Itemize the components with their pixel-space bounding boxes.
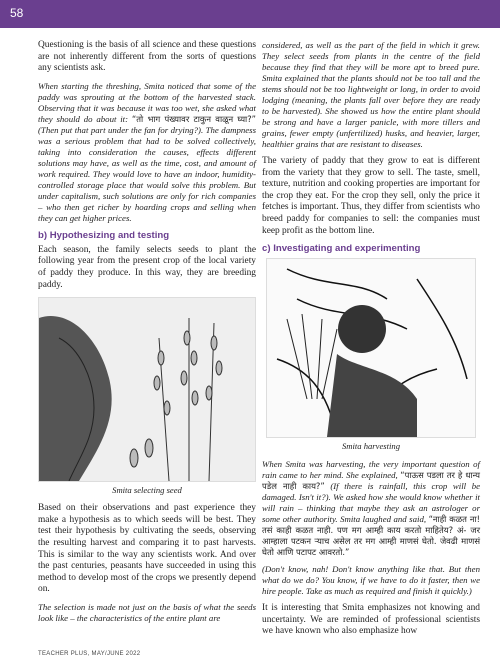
figure-caption: Smita selecting seed — [112, 485, 182, 496]
illustration-smita-selecting-seed — [38, 297, 256, 482]
quote-text: (Then put that part under the fan for drying?). The dampness was a serious problem that had to be solved collectively, taking into consideration the causes, effects different solutions may have, as well as the time, cost, and amount of work required. They would love to have an indoor, humidity-controlled storage place that would solve this problem. But under capitalism, such solutions are only for rich companies – who then get richer by hoarding crops and selling when they can get higher prices. — [38, 124, 256, 223]
paragraph: Each season, the family selects seeds to plant the following year from the present crop of the local variety of paddy they produce. In this way, they are breeding paddy. — [38, 244, 256, 290]
marathi-quote: “तो भाग पंख्यावर टाकुन वाळून घ्या?” — [131, 113, 257, 124]
section-heading: b) Hypothesizing and testing — [38, 229, 170, 241]
footer-text: TEACHER PLUS, MAY/JUNE 2022 — [38, 651, 141, 657]
paragraph: Based on their observations and past experience they make a hypothesis as to which seeds will be best. They test their hypothesis by cultivating the seeds, observing the resulting harvest and comparing it to past harvests. This is similar to the way any scientists work. And over the past centuries, peasants have succeeded in using this method to develop most of the crops we presently depend on. — [38, 503, 256, 595]
quote-paragraph — [38, 81, 256, 224]
marathi-quote: “पाऊस पडला तर हे धान्य पडेल नाही काय?” — [262, 470, 480, 492]
paragraph: It is interesting that Smita emphasizes not knowing and uncertainty. We are reminded of professional scientists we have known who also emphasize how — [262, 603, 480, 637]
paragraph: The variety of paddy that they grow to eat is different from the variety that they grow to sell. The taste, smell, texture, nutrition and cooking properties are important for the crop they eat. For the crop they sell, only the price it fetches is important. Thus, they differ from scientists who breed paddy for companies to sell: the companies must keep profit as the bottom line. — [262, 156, 480, 236]
marathi-quote: “नाही कळत ना! तसं काही कळत नाही. पण मग आम्ही काय करतो माहितेय? अं- जर आम्हाला पटकन ऱ्याच असेल तर मग आम्ही माणसं घेतो. जेवढी माणसं घेतो आणि पटापट आवरतो.” — [262, 514, 481, 558]
figure-caption: Smita harvesting — [341, 441, 400, 452]
illustration-smita-harvesting — [266, 258, 476, 438]
translation-paragraph: (Don't know, nah! Don't know anything like that. But then what do we do? You know, if we have to do it faster, then we hire people. Take as much as required and finish it quickly.) — [262, 564, 480, 597]
paragraph: The selection is made not just on the basis of what the seeds look like – the characteristics of the entire plant are — [38, 601, 256, 623]
quote-paragraph — [262, 459, 480, 558]
paragraph: Questioning is the basis of all science and these questions are not inherently different from the sorts of questions any scientists ask. — [38, 40, 256, 74]
page-number: 58 — [10, 6, 24, 20]
paragraph: considered, as well as the part of the field in which it grew. They select seeds from plants in the centre of the field because they find that they will be more apt to breed pure. Smita explained that the plants should not be too tall and the stems should not be too lightweight or long, in order to avoid lodging (meaning, the plants fall over before they are ready to be harvested). She showed us how the entire plant should be strong and have a larger panicle, with more tillers and grains, fewer empty (unfertilized) husks, and heavier, larger, healthier grains that are resistant to diseases. — [262, 40, 480, 149]
left-column — [38, 40, 256, 630]
top-bar — [0, 0, 500, 28]
quote-text: (If there is rainfall, this crop will be damaged. Isn't it?). We asked how she would know whether it will rain – thinking that maybe they ask an astrologer or some other authority. Smita laughed and said, — [262, 481, 481, 525]
section-heading: c) Investigating and experimenting — [262, 243, 421, 255]
right-column — [262, 40, 480, 644]
quote-text: When Smita was harvesting, the very important question of rain came to her mind. She explained, — [262, 459, 480, 481]
quote-text: When starting the threshing, Smita noticed that some of the paddy was sprouting at the bottom of the harvested stack. Observing that it was because it was too wet, she asked what they should do about it: — [38, 80, 256, 124]
woodcut-image — [267, 259, 475, 437]
sketch-image — [39, 298, 255, 481]
